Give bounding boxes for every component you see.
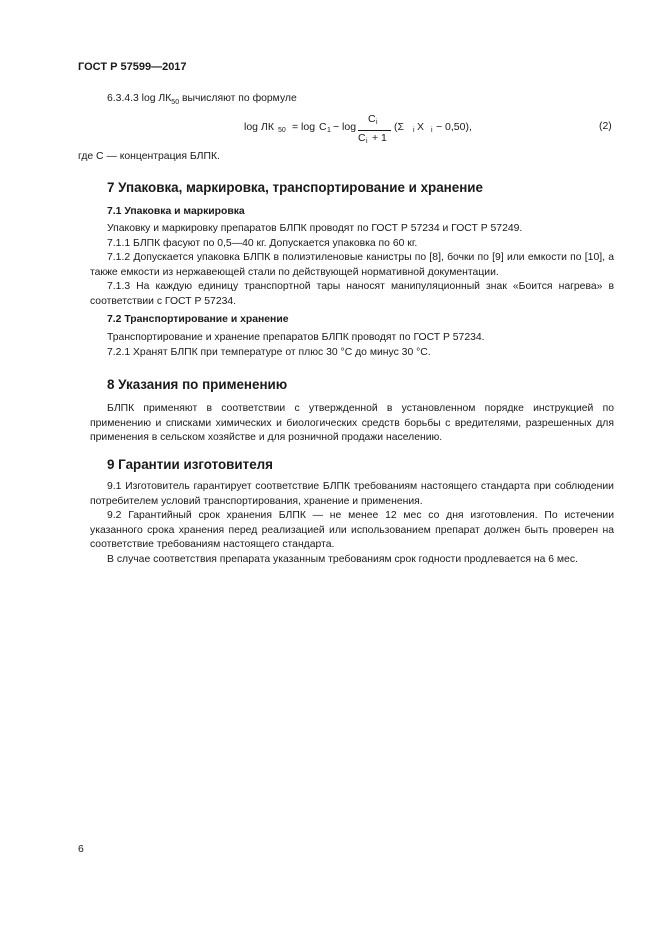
subsection-7-1-body (90, 222, 614, 309)
formula-eq-log: = log (292, 121, 316, 133)
fraction-line (358, 130, 391, 131)
page-number: 6 (78, 844, 84, 855)
formula-where: где C — концентрация БЛПК. (78, 151, 220, 162)
formula-intro-text: 6.3.4.3 log ЛК (107, 93, 172, 104)
formula-numerator: C (368, 113, 376, 125)
paragraph: Упаковку и маркировку препаратов БЛПК проводят по ГОСТ Р 57234 и ГОСТ Р 57249. (107, 223, 523, 234)
paragraph: Транспортирование и хранение препаратов БЛПК проводят по ГОСТ Р 57234. (107, 332, 485, 343)
formula-intro-tail: вычисляют по формуле (179, 93, 297, 104)
formula (244, 110, 544, 146)
formula-minus-log: − log (333, 121, 357, 133)
formula-intro (107, 92, 297, 111)
formula-tail: − 0,50), (436, 121, 472, 133)
paragraph: В случае соответствия препарата указанным требованиям срок годности продлевается на 6 мес. (107, 553, 578, 565)
formula-c1: C (319, 121, 327, 133)
paragraph: 7.1.2 Допускается упаковка БЛПК в полиэтиленовые канистры по [8], бочки по [9] или емкости по [10], а также емкости из нержавеющей стали по действующей нормативной документации. (90, 252, 614, 278)
formula-denominator: C (358, 132, 366, 144)
formula-x-sub: i (431, 127, 433, 134)
document-code: ГОСТ Р 57599—2017 (78, 61, 187, 73)
paragraph: БЛПК применяют в соответствии с утвержденной в установленном порядке инструкцией по применению и списками химических и биологических средств борьбы с вредителями, разрешенных для применения в сельском хозяйстве и для розничной продажи населению. (90, 403, 614, 443)
formula-denominator-sub: i (366, 138, 368, 145)
formula-lhs: log ЛК (244, 121, 274, 133)
formula-x: X (417, 121, 425, 133)
section-9-body (90, 480, 614, 567)
paragraph: 7.1.1 БЛПК фасуют по 0,5—40 кг. Допускается упаковка по 60 кг. (107, 237, 418, 249)
section-9-title: 9 Гарантии изготовителя (107, 457, 273, 472)
subsection-7-1-title: 7.1 Упаковка и маркировка (107, 206, 245, 217)
formula-numerator-sub: i (376, 119, 378, 126)
formula-c1-sub: 1 (327, 127, 331, 134)
paragraph: 7.2.1 Хранят БЛПК при температуре от плюс 30 °С до минус 30 °С. (107, 346, 431, 358)
section-8-body (90, 402, 614, 446)
formula-intro-sub: 50 (171, 99, 180, 107)
formula-sigma-sub: i (413, 127, 415, 134)
equation-number: (2) (599, 121, 612, 132)
formula-sum-open: (Σ (394, 121, 404, 133)
paragraph: 9.1 Изготовитель гарантирует соответствие БЛПК требованиям настоящего стандарта при соблюдении потребителем условий транспортирования, хранение и применения. (90, 481, 614, 507)
paragraph: 7.1.3 На каждую единицу транспортной тары наносят манипуляционный знак «Боится нагрева» в соответствии с ГОСТ Р 57234. (90, 281, 614, 307)
section-8-title: 8 Указания по применению (107, 377, 288, 392)
subsection-7-2-title: 7.2 Транспортирование и хранение (107, 314, 289, 325)
paragraph: 9.2 Гарантийный срок хранения БЛПК — не менее 12 мес со дня изготовления. По истечении указанного срока хранения перед реализацией или использованием препарат должен быть проверен на соответствие требованиям настоящего стандарта. (90, 510, 614, 550)
formula-lhs-sub: 50 (278, 127, 286, 134)
subsection-7-2-body (90, 331, 614, 360)
section-7-title: 7 Упаковка, маркировка, транспортирование и хранение (107, 180, 483, 195)
formula-denominator-plus: + 1 (372, 132, 387, 144)
